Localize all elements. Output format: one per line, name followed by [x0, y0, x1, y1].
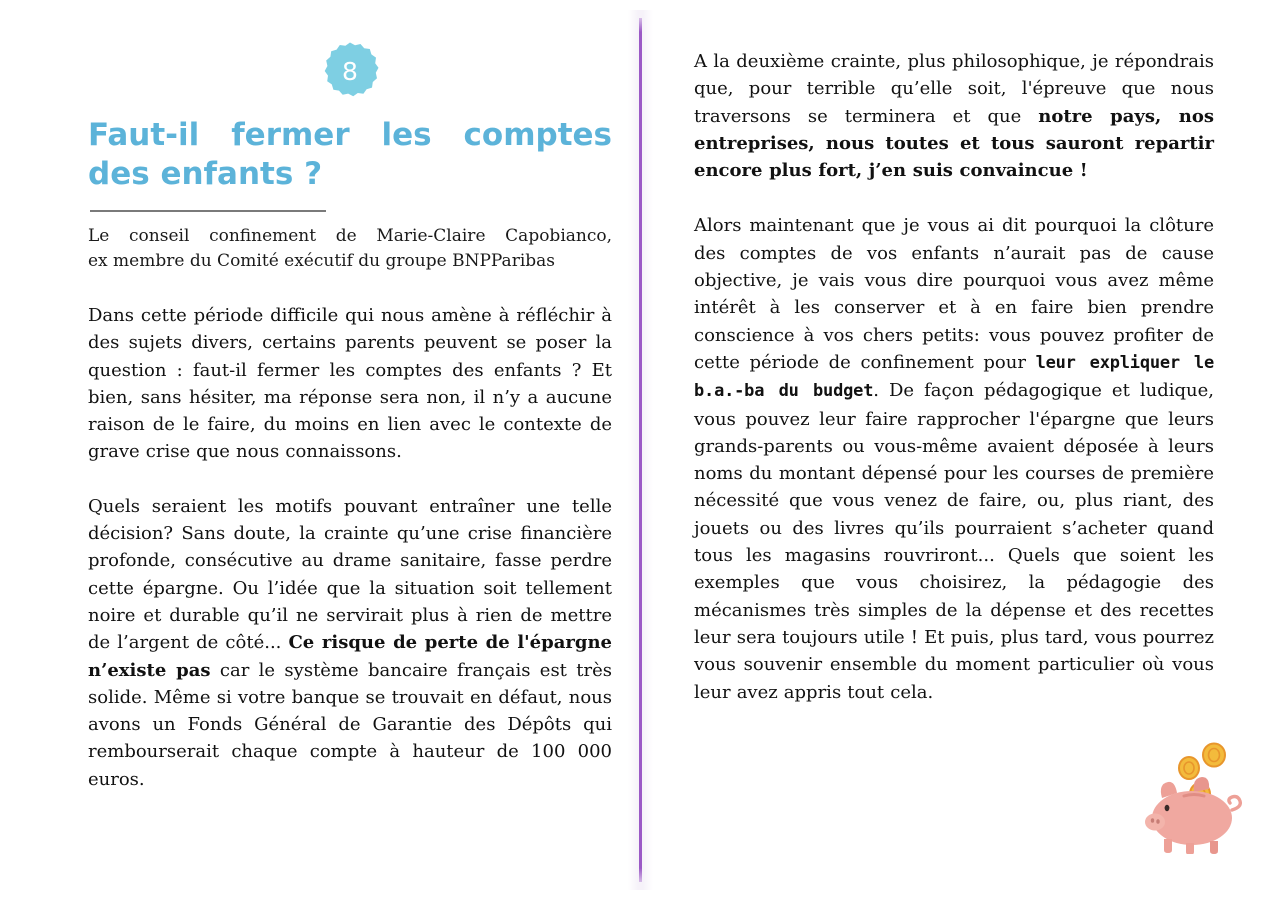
left-paragraph-2 [88, 493, 612, 793]
left-paragraph-2-emphasis: Ce risque de perte de l'épargne n’existe pas [88, 632, 612, 681]
badge-container [88, 40, 612, 102]
section-number-badge [319, 40, 381, 102]
left-column [88, 40, 612, 793]
right-column [694, 48, 1214, 732]
right-paragraph-1-emphasis: notre pays, nos entreprises, nous toutes et tous sauront repartir encore plus fort, j’en suis convaincue ! [694, 105, 1215, 182]
column-divider [639, 18, 642, 882]
byline [88, 224, 612, 274]
right-paragraph-1 [694, 48, 1214, 184]
right-paragraph-1-part-1: A la deuxième crainte, plus philosophique, je répondrais que, pour terrible qu’elle soit, l'épreuve que nous traversons se terminera et que [694, 51, 1214, 127]
left-paragraph-2-part-2: car le système bancaire français est très solide. Même si votre banque se trouvait en défaut, nous avons un Fonds Général de Garantie des Dépôts qui rembourserait chaque compte à hauteur de 100 000 euros. [88, 659, 612, 790]
badge-number-label: 8 [342, 56, 358, 86]
piggy-bank-with-coins-icon [1136, 742, 1256, 854]
right-paragraph-2-part-2: . De façon pédagogique et ludique, vous pouvez leur faire rapprocher l'épargne que leurs grands-parents ou vous-même avaient déposée à leurs noms du montant dépensé pour les courses de première nécessité que vous venez de faire, ou, plus riant, des jouets ou des livres qu’ils pourraient s’acheter quand tous les magasins rouvriront... Quels que soient les exemples que vous choisirez, la pédagogie des mécanismes très simples de la dépense et des recettes leur sera toujours utile ! Et puis, plus tard, vous pourrez vous souvenir ensemble du moment particulier où vous leur avez appris tout cela. [694, 380, 1214, 703]
right-paragraph-2-part-1: Alors maintenant que je vous ai dit pourquoi la clôture des comptes de vos enfants n’aurait pas de cause objective, je vais vous dire pourquoi vous avez même intérêt à les conserver et à en faire bien prendre conscience à vos chers petits: vous pouvez profiter de cette période de confinement pour [694, 215, 1214, 373]
left-paragraph-2-part-1: Quels seraient les motifs pouvant entraîner une telle décision? Sans doute, la crainte qu’une crise financière profonde, consécutive au drame sanitaire, fasse perdre cette épargne. Ou l’idée que la situation soit tellement noire et durable qu’il ne servirait plus à rien de mettre de l’argent de côté... [88, 495, 612, 654]
left-paragraph-1: Dans cette période difficile qui nous amène à réfléchir à des sujets divers, certains parents peuvent se poser la question : faut-il fermer les comptes des enfants ? Et bien, sans hésiter, ma réponse sera non, il n’y a aucune raison de le faire, du moins en lien avec le contexte de grave crise que nous connaissons. [88, 305, 612, 463]
byline-line-2: ex membre du Comité exécutif du groupe BNPParibas [88, 251, 555, 271]
right-paragraph-2-emphasis: leur expliquer le b.a.-ba du budget [694, 352, 1214, 402]
right-paragraph-2 [694, 212, 1214, 705]
page-title-text: Faut-il fermer les comptes des enfants ? [88, 117, 612, 192]
title-divider-rule [90, 210, 326, 212]
byline-line-1: Le conseil confinement de Marie-Claire Capobianco, [88, 226, 612, 246]
page-title [88, 116, 612, 194]
